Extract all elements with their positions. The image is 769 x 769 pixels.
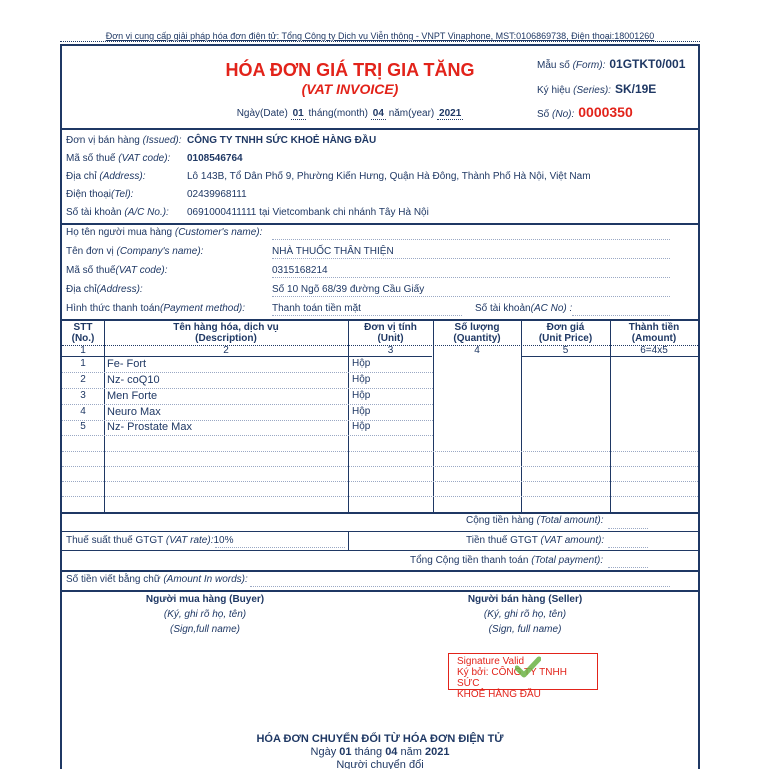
total-amount-label: Cộng tiền hàng (Total amount): — [466, 515, 604, 526]
col-header-no: STT (No.) — [71, 322, 95, 344]
row-unit: Hộp — [352, 358, 371, 369]
seller-tax-row: Mã số thuế (VAT code): — [66, 153, 171, 164]
seller-signature-title: Người bán hàng (Seller) — [467, 594, 583, 605]
form-value: 01GTKT0/001 — [609, 57, 686, 71]
total-payment-label: Tổng Cộng tiền thanh toán (Total payment): — [410, 555, 604, 566]
form-number: Mẫu số (Form): 01GTKT0/001 — [537, 57, 686, 71]
series-value: SK/19E — [614, 82, 657, 96]
date-prefix: Ngày(Date) — [236, 108, 288, 119]
row-unit: Hộp — [352, 390, 371, 401]
table-vline-2 — [348, 320, 349, 512]
stamp-line1: Signature Valid — [457, 656, 525, 667]
buyer-payment-row: Hình thức thanh toán(Payment method): — [66, 303, 246, 314]
row-description: Neuro Max — [107, 406, 161, 418]
col-index-6: 6=4x5 — [640, 345, 668, 356]
seller-name: CÔNG TY TNHH SỨC KHOẺ HÀNG ĐẦU — [187, 135, 377, 146]
row-unit: Hộp — [352, 374, 371, 385]
col-index-1: 1 — [80, 345, 86, 356]
seller-signature-sub2: (Sign, full name) — [488, 624, 562, 635]
date-month: 04 — [372, 108, 384, 119]
row-no: 3 — [80, 390, 86, 401]
buyer-account-label: Số tài khoản(AC No) : — [475, 303, 573, 314]
buyer-company: NHÀ THUỐC THÂN THIỆN — [272, 246, 394, 257]
divider-buyer — [60, 319, 700, 321]
seller-tel: 02439968111 — [187, 189, 247, 200]
row-no: 5 — [80, 421, 86, 432]
stamp-line3: KHOẺ HÀNG ĐẦU — [457, 689, 541, 700]
col-header-amount: Thành tiền (Amount) — [628, 322, 680, 344]
seller-address-row: Địa chỉ (Address): — [66, 171, 146, 182]
col-header-unit: Đơn vị tính (Unit) — [364, 322, 417, 344]
row-description: Men Forte — [107, 390, 158, 402]
buyer-customer-row: Họ tên người mua hàng (Customer's name): — [66, 227, 263, 238]
col-header-quantity: Số lượng (Quantity) — [453, 322, 501, 344]
invoice-subtitle: (VAT INVOICE) — [301, 81, 399, 97]
date-month-label: tháng(month) — [308, 108, 368, 119]
buyer-tax-dots — [272, 277, 670, 278]
buyer-signature-title: Người mua hàng (Buyer) — [145, 594, 265, 605]
date-year-label: năm(year) — [388, 108, 435, 119]
row-description: Nz- coQ10 — [107, 374, 160, 386]
row-description: Fe- Fort — [107, 358, 147, 370]
buyer-signature-sub1: (Ký, ghi rõ họ, tên) — [163, 609, 247, 620]
date-year: 2021 — [439, 108, 462, 119]
check-icon — [515, 656, 541, 678]
row-no: 4 — [80, 406, 86, 417]
stamp-line2: Ký bởi: CÔNG TY TNHH SỨC — [457, 667, 567, 689]
row-no: 2 — [80, 374, 86, 385]
series-number: Ký hiệu (Series): SK/19E — [537, 82, 657, 96]
divider-seller — [60, 223, 700, 225]
buyer-address: Số 10 Ngõ 68/39 đường Cầu Giấy — [272, 284, 425, 295]
buyer-signature-sub2: (Sign,full name) — [169, 624, 241, 635]
col-header-unit-price: Đơn giá (Unit Price) — [538, 322, 593, 344]
seller-tax: 0108546764 — [187, 153, 243, 164]
buyer-company-row: Tên đơn vị (Company's name): — [66, 246, 204, 257]
vat-rate-row: Thuế suất thuế GTGT (VAT rate):10% — [66, 535, 234, 546]
invoice-number: Số (No): 0000350 — [537, 104, 633, 120]
seller-address: Lô 143B, Tổ Dân Phố 9, Phường Kiến Hưng, Quận Hà Đông, Thành Phố Hà Nội, Việt Nam — [187, 171, 591, 182]
buyer-account-dots — [572, 315, 670, 316]
row-unit: Hộp — [352, 406, 371, 417]
converted-invoice-title: HÓA ĐƠN CHUYỂN ĐỔI TỪ HÓA ĐƠN ĐIỆN TỬ — [256, 733, 504, 745]
seller-name-row: Đơn vị bán hàng (Issued): — [66, 135, 182, 146]
col-header-description: Tên hàng hóa, dịch vụ (Description) — [173, 322, 279, 344]
col-index-4: 4 — [474, 345, 480, 356]
divider-table — [60, 512, 700, 514]
date-day: 01 — [292, 108, 304, 119]
divider-header — [60, 128, 700, 130]
vat-rate-value: 10% — [213, 535, 234, 546]
index-divider-left — [62, 356, 432, 357]
buyer-tax-row: Mã số thuế(VAT code): — [66, 265, 168, 276]
row-no: 1 — [80, 358, 86, 369]
buyer-payment-dots — [272, 315, 462, 316]
buyer-address-row: Địa chỉ(Address): — [66, 284, 143, 295]
seller-account: 0691000411111 tại Vietcombank chi nhánh Tây Hà Nội — [187, 207, 429, 218]
buyer-company-dots — [272, 258, 670, 259]
vat-amount-label: Tiền thuế GTGT (VAT amount): — [466, 535, 605, 546]
invoice-date — [200, 108, 500, 119]
digital-signature-stamp[interactable] — [448, 653, 598, 700]
seller-signature-sub1: (Ký, ghi rõ họ, tên) — [483, 609, 567, 620]
row-description: Nz- Prostate Max — [107, 421, 192, 433]
table-vline-3 — [433, 320, 434, 512]
amount-words-row: Số tiền viết bằng chữ (Amount In words): — [66, 574, 248, 585]
buyer-customer-field — [272, 239, 670, 240]
seller-tel-row: Điện thoại(Tel): — [66, 189, 134, 200]
col-index-2: 2 — [223, 345, 229, 356]
col-index-3: 3 — [387, 345, 394, 356]
converter-label: Người chuyển đổi — [336, 759, 424, 769]
provider-divider — [60, 41, 700, 42]
seller-account-row: Số tài khoản (A/C No.): — [66, 207, 169, 218]
invoice-title: HÓA ĐƠN GIÁ TRỊ GIA TĂNG — [225, 60, 475, 80]
buyer-address-dots — [272, 296, 670, 297]
col-index-5: 5 — [562, 345, 569, 356]
invoice-number-value: 0000350 — [578, 104, 633, 120]
converted-invoice-date: Ngày 01 tháng 04 năm 2021 — [310, 746, 450, 758]
buyer-payment: Thanh toán tiền mặt — [272, 303, 361, 314]
row-unit: Hộp — [352, 421, 371, 432]
table-vline-4 — [521, 320, 522, 512]
provider-note: Đơn vị cung cấp giải pháp hóa đơn điện tử: Tổng Công ty Dịch vụ Viễn thông - VNPT Vinaphone, MST:0106869738, Điện thoại:18001260 — [105, 31, 655, 41]
table-vline-1 — [104, 320, 105, 512]
table-vline-5 — [610, 320, 611, 512]
buyer-tax: 0315168214 — [272, 265, 328, 276]
